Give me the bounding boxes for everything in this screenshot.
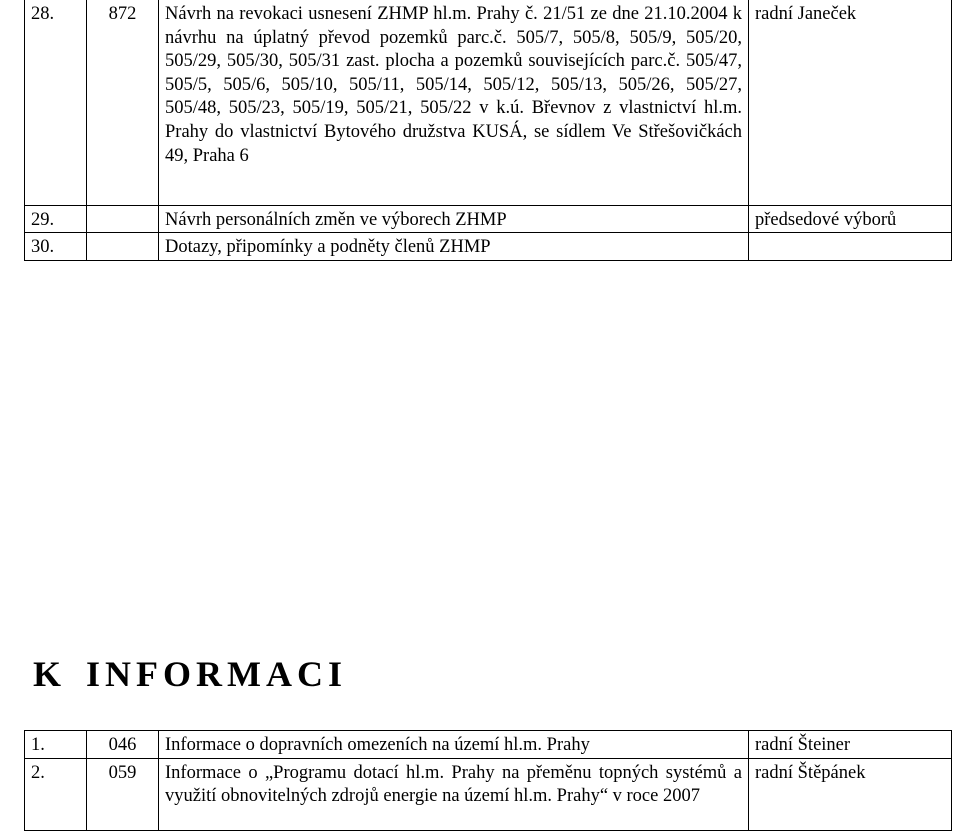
agenda-row-30: [25, 233, 952, 261]
item-code: 872: [87, 0, 159, 205]
item-subject: Informace o „Programu dotací hl.m. Prahy na přeměnu topných systémů a využití obnovitelných zdrojů energie na území hl.m. Prahy“ v roce 2007: [159, 758, 749, 830]
info-section-heading: K INFORMACI: [33, 654, 347, 694]
item-code: 046: [87, 731, 159, 759]
item-responsible: [749, 233, 952, 261]
item-responsible: radní Šteiner: [749, 731, 952, 759]
info-table: [24, 730, 952, 831]
item-number: 30.: [25, 233, 87, 261]
item-number: 1.: [25, 731, 87, 759]
agenda-row-28: [25, 0, 952, 205]
item-subject: Návrh personálních změn ve výborech ZHMP: [159, 205, 749, 233]
item-number: 28.: [25, 0, 87, 205]
item-code: [87, 205, 159, 233]
agenda-table: [24, 0, 952, 261]
item-responsible: předsedové výborů: [749, 205, 952, 233]
item-subject: Dotazy, připomínky a podněty členů ZHMP: [159, 233, 749, 261]
item-number: 29.: [25, 205, 87, 233]
info-row-1: [25, 731, 952, 759]
agenda-row-29: [25, 205, 952, 233]
item-number: 2.: [25, 758, 87, 830]
info-row-2: [25, 758, 952, 830]
item-subject: Informace o dopravních omezeních na území hl.m. Prahy: [159, 731, 749, 759]
item-responsible: radní Štěpánek: [749, 758, 952, 830]
item-code: 059: [87, 758, 159, 830]
item-responsible: radní Janeček: [749, 0, 952, 205]
item-code: [87, 233, 159, 261]
item-subject: Návrh na revokaci usnesení ZHMP hl.m. Prahy č. 21/51 ze dne 21.10.2004 k návrhu na úplatný převod pozemků parc.č. 505/7, 505/8, 505/9, 505/20, 505/29, 505/30, 505/31 zast. plocha a pozemků souvisejících parc.č. 505/47, 505/5, 505/6, 505/10, 505/11, 505/14, 505/12, 505/13, 505/26, 505/27, 505/48, 505/23, 505/19, 505/21, 505/22 v k.ú. Břevnov z vlastnictví hl.m. Prahy do vlastnictví Bytového družstva KUSÁ, se sídlem Ve Střešovičkách 49, Praha 6: [159, 0, 749, 205]
